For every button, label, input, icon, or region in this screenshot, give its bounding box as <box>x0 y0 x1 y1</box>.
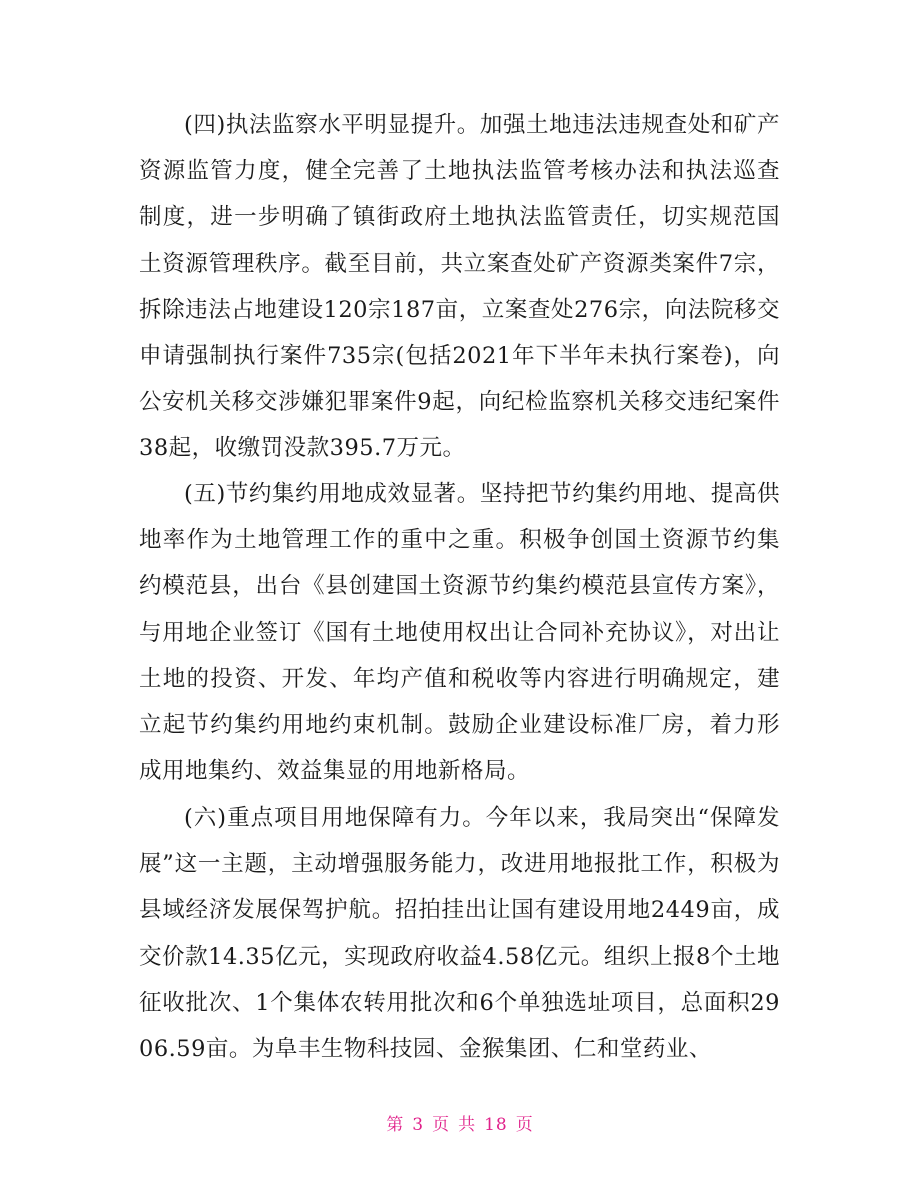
footer-total-prefix: 共 <box>458 1115 477 1135</box>
footer-total-pages: 18 <box>484 1115 508 1135</box>
footer-suffix: 页 <box>515 1115 534 1135</box>
paragraph-key-project-land: (六)重点项目用地保障有力。今年以来，我局突出“保障发展”这一主题，主动增强服务能力，改进用地报批工作，积极为县域经济发展保驾护航。招拍挂出让国有建设用地2449亩，成交价款14.35亿元，实现政府收益4.58亿元。组织上报8个土地征收批次、1个集体农转用批次和6个单独选址项目，总面积2906.59亩。为阜丰生物科技园、金猴集团、仁和堂药业、 <box>139 805 780 1063</box>
footer-prefix: 第 <box>386 1115 405 1135</box>
footer-page-word: 页 <box>432 1115 451 1135</box>
paragraph-land-use-efficiency: (五)节约集约用地成效显著。坚持把节约集约用地、提高供地率作为土地管理工作的重中之重。积极争创国土资源节约集约模范县，出台《县创建国土资源节约集约模范县宣传方案》，与用地企业签订《国有土地使用权出让合同补充协议》，对出让土地的投资、开发、年均产值和税收等内容进行明确规定，建立起节约集约用地约束机制。鼓励企业建设标准厂房，着力形成用地集约、效益集显的用地新格局。 <box>139 481 780 785</box>
paragraph-law-enforcement: (四)执法监察水平明显提升。加强土地违法违规查处和矿产资源监管力度，健全完善了土地执法监管考核办法和执法巡查制度，进一步明确了镇街政府土地执法监管责任，切实规范国土资源管理秩序。截至目前，共立案查处矿产资源类案件7宗，拆除违法占地建设120宗187亩，立案查处276宗，向法院移交申请强制执行案件735宗(包括2021年下半年未执行案卷)，向公安机关移交涉嫌犯罪案件9起，向纪检监察机关移交违纪案件38起，收缴罚没款395.7万元。 <box>139 112 780 462</box>
page-footer <box>0 1110 920 1135</box>
footer-current-page: 3 <box>412 1115 425 1135</box>
